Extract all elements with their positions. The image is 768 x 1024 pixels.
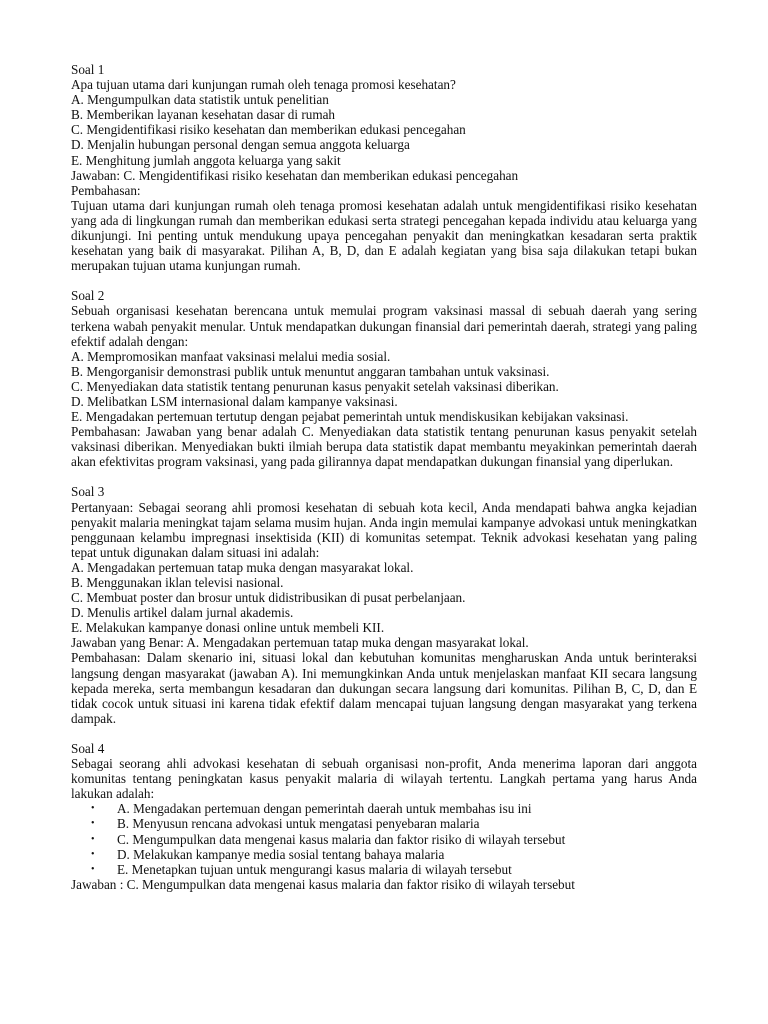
question-title: Soal 4 xyxy=(71,740,105,756)
discussion-text: Tujuan utama dari kunjungan rumah oleh tenaga promosi kesehatan adalah untuk mengidentifikasi risiko kesehatan yang ada di lingkungan rumah dan memberikan edukasi serta strategi pencegahan kepada individu atau keluarga yang dikunjungi. Ini penting untuk mendukung upaya pencegahan penyakit dan meningkatkan kesadaran serta praktik kesehatan yang baik di masyarakat. Pilihan A, B, D, dan E adalah kegiatan yang bisa saja dilakukan tetapi bukan merupakan tujuan utama kunjungan rumah. xyxy=(71,197,697,274)
option-a: A. Mempromosikan manfaat vaksinasi melalui media sosial. xyxy=(71,348,391,364)
option-a: A. Mengadakan pertemuan tatap muka dengan masyarakat lokal. xyxy=(71,559,414,575)
question-4 xyxy=(71,741,697,892)
option-c: C. Membuat poster dan brosur untuk didistribusikan di pusat perbelanjaan. xyxy=(71,590,466,606)
list-item xyxy=(71,816,697,831)
question-text: Apa tujuan utama dari kunjungan rumah oleh tenaga promosi kesehatan? xyxy=(71,77,456,93)
list-item xyxy=(71,847,697,862)
discussion-text: Pembahasan: Dalam skenario ini, situasi lokal dan kebutuhan komunitas mengharuskan Anda untuk berinteraksi langsung dengan masyarakat (jawaban A). Ini memungkinkan Anda untuk menjelaskan manfaat KII secara langsung kepada mereka, serta membangun kesadaran dan dukungan secara langsung dari komunitas. Pilihan B, C, D, dan E tidak cocok untuk situasi ini karena tidak efektif dalam mencapai tujuan langsung dengan masyarakat yang terkena dampak. xyxy=(71,650,697,726)
question-title: Soal 2 xyxy=(71,288,105,304)
question-3 xyxy=(71,484,697,726)
bullet-icon: • xyxy=(91,833,95,845)
option-a: A. Mengadakan pertemuan dengan pemerintah daerah untuk membahas isu ini xyxy=(117,801,532,817)
bullet-icon: • xyxy=(91,803,95,815)
option-c: C. Mengumpulkan data mengenai kasus malaria dan faktor risiko di wilayah tersebut xyxy=(117,831,566,847)
answer: Jawaban: C. Mengidentifikasi risiko kesehatan dan memberikan edukasi pencegahan xyxy=(71,167,519,183)
option-d: D. Menjalin hubungan personal dengan semua anggota keluarga xyxy=(71,137,410,153)
option-c: C. Menyediakan data statistik tentang penurunan kasus penyakit setelah vaksinasi diberikan. xyxy=(71,378,559,394)
option-d: D. Melakukan kampanye media sosial tentang bahaya malaria xyxy=(117,846,445,862)
option-d: D. Melibatkan LSM internasional dalam kampanye vaksinasi. xyxy=(71,393,398,409)
question-title: Soal 3 xyxy=(71,484,105,500)
question-text: Sebagai seorang ahli advokasi kesehatan di sebuah organisasi non-profit, Anda menerima laporan dari anggota komunitas tentang peningkatan kasus penyakit malaria di wilayah tertentu. Langkah pertama yang harus Anda lakukan adalah: xyxy=(71,756,697,802)
bullet-icon: • xyxy=(91,818,95,830)
question-2 xyxy=(71,288,697,469)
answer: Jawaban : C. Mengumpulkan data mengenai kasus malaria dan faktor risiko di wilayah tersebut xyxy=(71,876,575,892)
option-e: E. Melakukan kampanye donasi online untuk membeli KII. xyxy=(71,620,385,636)
document-page xyxy=(71,62,697,907)
list-item xyxy=(71,832,697,847)
question-text: Pertanyaan: Sebagai seorang ahli promosi kesehatan di sebuah kota kecil, Anda mendapati bahwa angka kejadian penyakit malaria meningkat tajam selama musim hujan. Anda ingin memulai kampanye advokasi untuk meningkatkan penggunaan kelambu impregnasi insektisida (KII) di komunitas setempat. Teknik advokasi kesehatan yang paling tepat untuk digunakan dalam situasi ini adalah: xyxy=(71,499,697,560)
question-1 xyxy=(71,62,697,273)
option-b: B. Menyusun rencana advokasi untuk mengatasi penyebaran malaria xyxy=(117,816,480,832)
bullet-icon: • xyxy=(91,848,95,860)
discussion-text: Pembahasan: Jawaban yang benar adalah C. Menyediakan data statistik tentang penurunan kasus penyakit setelah vaksinasi diberikan. Menyediakan bukti ilmiah berupa data statistik dapat membantu meyakinkan pemerintah daerah akan efektivitas program vaksinasi, yang pada gilirannya dapat mendapatkan dukungan finansial yang diperlukan. xyxy=(71,424,697,470)
option-c: C. Mengidentifikasi risiko kesehatan dan memberikan edukasi pencegahan xyxy=(71,122,466,138)
option-b: B. Memberikan layanan kesehatan dasar di rumah xyxy=(71,107,336,123)
answer: Jawaban yang Benar: A. Mengadakan pertemuan tatap muka dengan masyarakat lokal. xyxy=(71,635,529,651)
option-a: A. Mengumpulkan data statistik untuk penelitian xyxy=(71,92,329,108)
option-b: B. Mengorganisir demonstrasi publik untuk menuntut anggaran tambahan untuk vaksinasi. xyxy=(71,363,550,379)
option-e: E. Menghitung jumlah anggota keluarga yang sakit xyxy=(71,152,341,168)
question-text: Sebuah organisasi kesehatan berencana untuk memulai program vaksinasi massal di sebuah daerah yang sering terkena wabah penyakit menular. Untuk mendapatkan dukungan finansial dari pemerintah daerah, strategi yang paling efektif adalah dengan: xyxy=(71,303,697,349)
list-item xyxy=(71,862,697,877)
bullet-icon: • xyxy=(91,863,95,875)
discussion-label: Pembahasan: xyxy=(71,182,141,198)
option-e: E. Mengadakan pertemuan tertutup dengan pejabat pemerintah untuk mendiskusikan kebijakan vaksinasi. xyxy=(71,409,629,425)
list-item xyxy=(71,801,697,816)
option-b: B. Menggunakan iklan televisi nasional. xyxy=(71,575,284,590)
option-e: E. Menetapkan tujuan untuk mengurangi kasus malaria di wilayah tersebut xyxy=(117,861,512,877)
option-list xyxy=(71,801,697,876)
question-title: Soal 1 xyxy=(71,62,105,77)
option-d: D. Menulis artikel dalam jurnal akademis. xyxy=(71,605,294,621)
